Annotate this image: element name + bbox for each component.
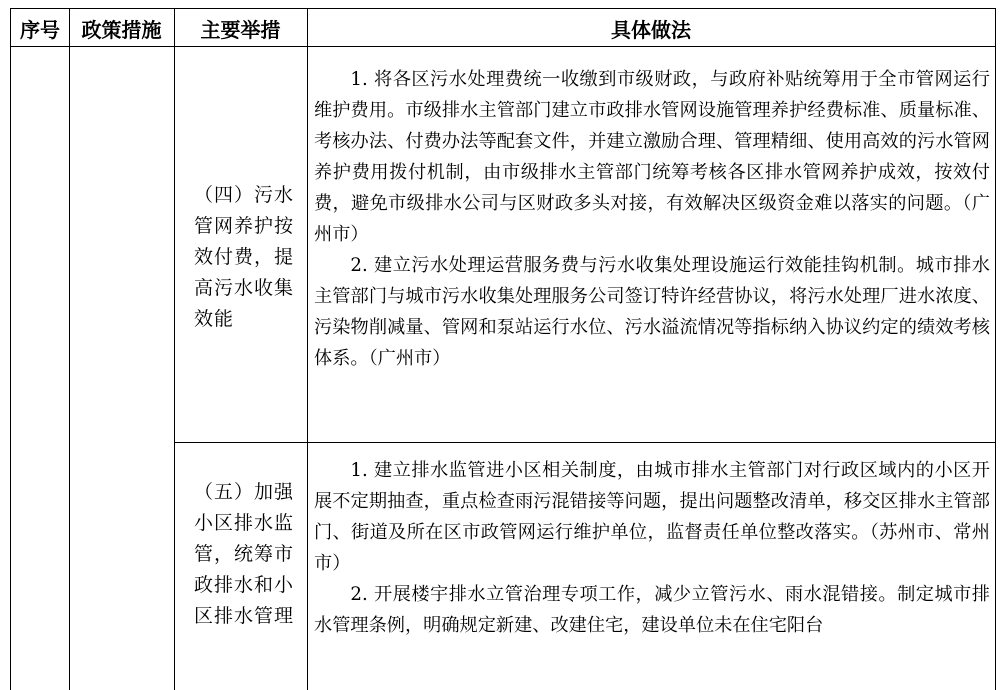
- detail-5-item-1: 1. 建立排水监管进小区相关制度，由城市排水主管部门对行政区域内的小区开展不定期抽查，重点检查雨污混错接等问题，提出问题整改清单，移交区排水主管部门、街道及所在区市政管网运行维护单位，监督责任单位整改落实。（苏州市、常州市）: [314, 460, 990, 574]
- detail-5: [314, 455, 990, 641]
- detail-4-item-2: 2. 建立污水处理运营服务费与污水收集处理设施运行效能挂钩机制。城市排水主管部门与城市污水收集处理服务公司签订特许经营协议，将污水处理厂进水浓度、污染物削减量、管网和泵站运行水位、污水溢流情况等指标纳入协议约定的绩效考核体系。（广州市）: [314, 255, 990, 369]
- measure-4: （四）污水管网养护按效付费，提高污水收集效能: [194, 184, 295, 330]
- header-policy: 政策措施: [81, 17, 162, 42]
- detail-4-item-1: 1. 将各区污水处理费统一收缴到市级财政，与政府补贴统筹用于全市管网运行维护费用。市级排水主管部门建立市政排水管网设施管理养护经费标准、质量标准、考核办法、付费办法等配套文件，并建立激励合理、管理精细、使用高效的污水管网养护费用拨付机制，由市级排水主管部门统筹考核各区排水管网养护成效，按效付费，避免市级排水公司与区财政多头对接，有效解决区级资金难以落实的问题。（广州市）: [314, 69, 990, 245]
- header-detail: 具体做法: [611, 17, 691, 42]
- column-divider: [174, 9, 175, 690]
- column-divider: [69, 9, 70, 690]
- measure-5: （五）加强小区排水监管，统筹市政排水和小区排水管理: [194, 481, 295, 627]
- row-divider: [174, 442, 995, 443]
- header-main-measure: 主要举措: [200, 17, 281, 42]
- header-seq: 序号: [20, 17, 60, 42]
- column-divider: [307, 9, 308, 690]
- detail-5-item-2: 2. 开展楼宇排水立管治理专项工作，减少立管污水、雨水混错接。制定城市排水管理条例，明确规定新建、改建住宅，建设单位未在住宅阳台: [314, 584, 990, 636]
- detail-4: [314, 64, 990, 374]
- policy-table: [10, 8, 996, 690]
